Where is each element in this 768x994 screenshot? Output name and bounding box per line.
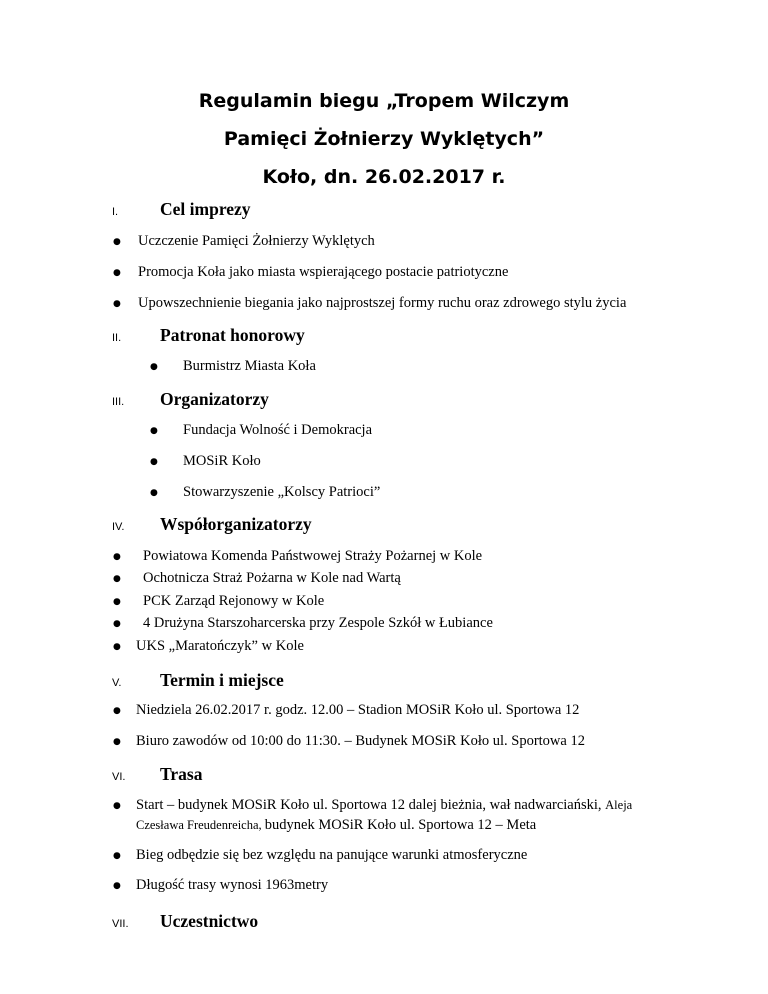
section-number: VI.: [112, 771, 126, 783]
bullet-icon: ●: [113, 642, 121, 652]
list-item: Burmistrz Miasta Koła: [183, 358, 316, 374]
list-item: 4 Drużyna Starszoharcerska przy Zespole Szkół w Łubiance: [143, 615, 493, 631]
bullet-icon: ●: [113, 552, 121, 562]
bullet-icon: ●: [150, 488, 158, 498]
section-heading: Współorganizatorzy: [160, 514, 312, 534]
list-item: MOSiR Koło: [183, 453, 261, 469]
bullet-icon: ●: [150, 426, 158, 436]
bullet-icon: ●: [150, 362, 158, 372]
bullet-icon: ●: [150, 457, 158, 467]
bullet-icon: ●: [113, 851, 121, 861]
list-item: UKS „Maratończyk” w Kole: [136, 638, 304, 654]
list-item: Uczczenie Pamięci Żołnierzy Wyklętych: [138, 233, 375, 249]
section-number: I.: [112, 206, 119, 218]
title-line-3: Koło, dn. 26.02.2017 r.: [262, 166, 506, 188]
bullet-icon: ●: [113, 237, 121, 247]
list-item-continuation: [136, 817, 536, 834]
bullet-icon: ●: [113, 737, 121, 747]
list-item-text-small: Czesława Freudenreicha,: [136, 818, 265, 832]
list-item: Niedziela 26.02.2017 r. godz. 12.00 – Stadion MOSiR Koło ul. Sportowa 12: [136, 702, 580, 718]
title-line-2: Pamięci Żołnierzy Wyklętych”: [223, 128, 545, 150]
section-heading: Uczestnictwo: [160, 911, 259, 931]
list-item: Długość trasy wynosi 1963metry: [136, 877, 329, 893]
section-number: II.: [112, 332, 122, 344]
bullet-icon: ●: [113, 706, 121, 716]
bullet-icon: ●: [113, 574, 121, 584]
section-heading: Patronat honorowy: [160, 325, 305, 345]
list-item: Biuro zawodów od 10:00 do 11:30. – Budynek MOSiR Koło ul. Sportowa 12: [136, 733, 585, 749]
bullet-icon: ●: [113, 299, 121, 309]
section-heading: Cel imprezy: [160, 199, 251, 219]
list-item: Promocja Koła jako miasta wspierającego postacie patriotyczne: [138, 264, 509, 280]
list-item: Powiatowa Komenda Państwowej Straży Pożarnej w Kole: [143, 548, 483, 564]
section-number: V.: [112, 677, 122, 689]
list-item: Upowszechnienie biegania jako najprostszej formy ruchu oraz zdrowego stylu życia: [138, 295, 627, 311]
section-number: VII.: [112, 918, 129, 930]
bullet-icon: ●: [113, 881, 121, 891]
section-number: III.: [112, 396, 125, 408]
section-number: IV.: [112, 521, 125, 533]
list-item: Stowarzyszenie „Kolscy Patrioci”: [183, 484, 381, 500]
title-line-1: Regulamin biegu „Tropem Wilczym: [198, 90, 570, 112]
list-item: PCK Zarząd Rejonowy w Kole: [143, 593, 325, 609]
list-item: Ochotnicza Straż Pożarna w Kole nad Wartą: [143, 570, 401, 586]
list-item-text: budynek MOSiR Koło ul. Sportowa 12 – Meta: [264, 817, 537, 833]
bullet-icon: ●: [113, 268, 121, 278]
section-heading: Organizatorzy: [160, 389, 269, 409]
section-heading: Trasa: [160, 764, 203, 784]
list-item-text-small: Aleja: [605, 798, 633, 812]
list-item: Fundacja Wolność i Demokracja: [183, 422, 373, 438]
section-heading: Termin i miejsce: [160, 670, 284, 690]
bullet-icon: ●: [113, 801, 121, 811]
bullet-icon: ●: [113, 619, 121, 629]
list-item: Bieg odbędzie się bez względu na panujące warunki atmosferyczne: [136, 847, 528, 863]
list-item-text: Start – budynek MOSiR Koło ul. Sportowa 12 dalej bieżnia, wał nadwarciański,: [136, 797, 606, 813]
bullet-icon: ●: [113, 597, 121, 607]
list-item: [136, 797, 632, 814]
